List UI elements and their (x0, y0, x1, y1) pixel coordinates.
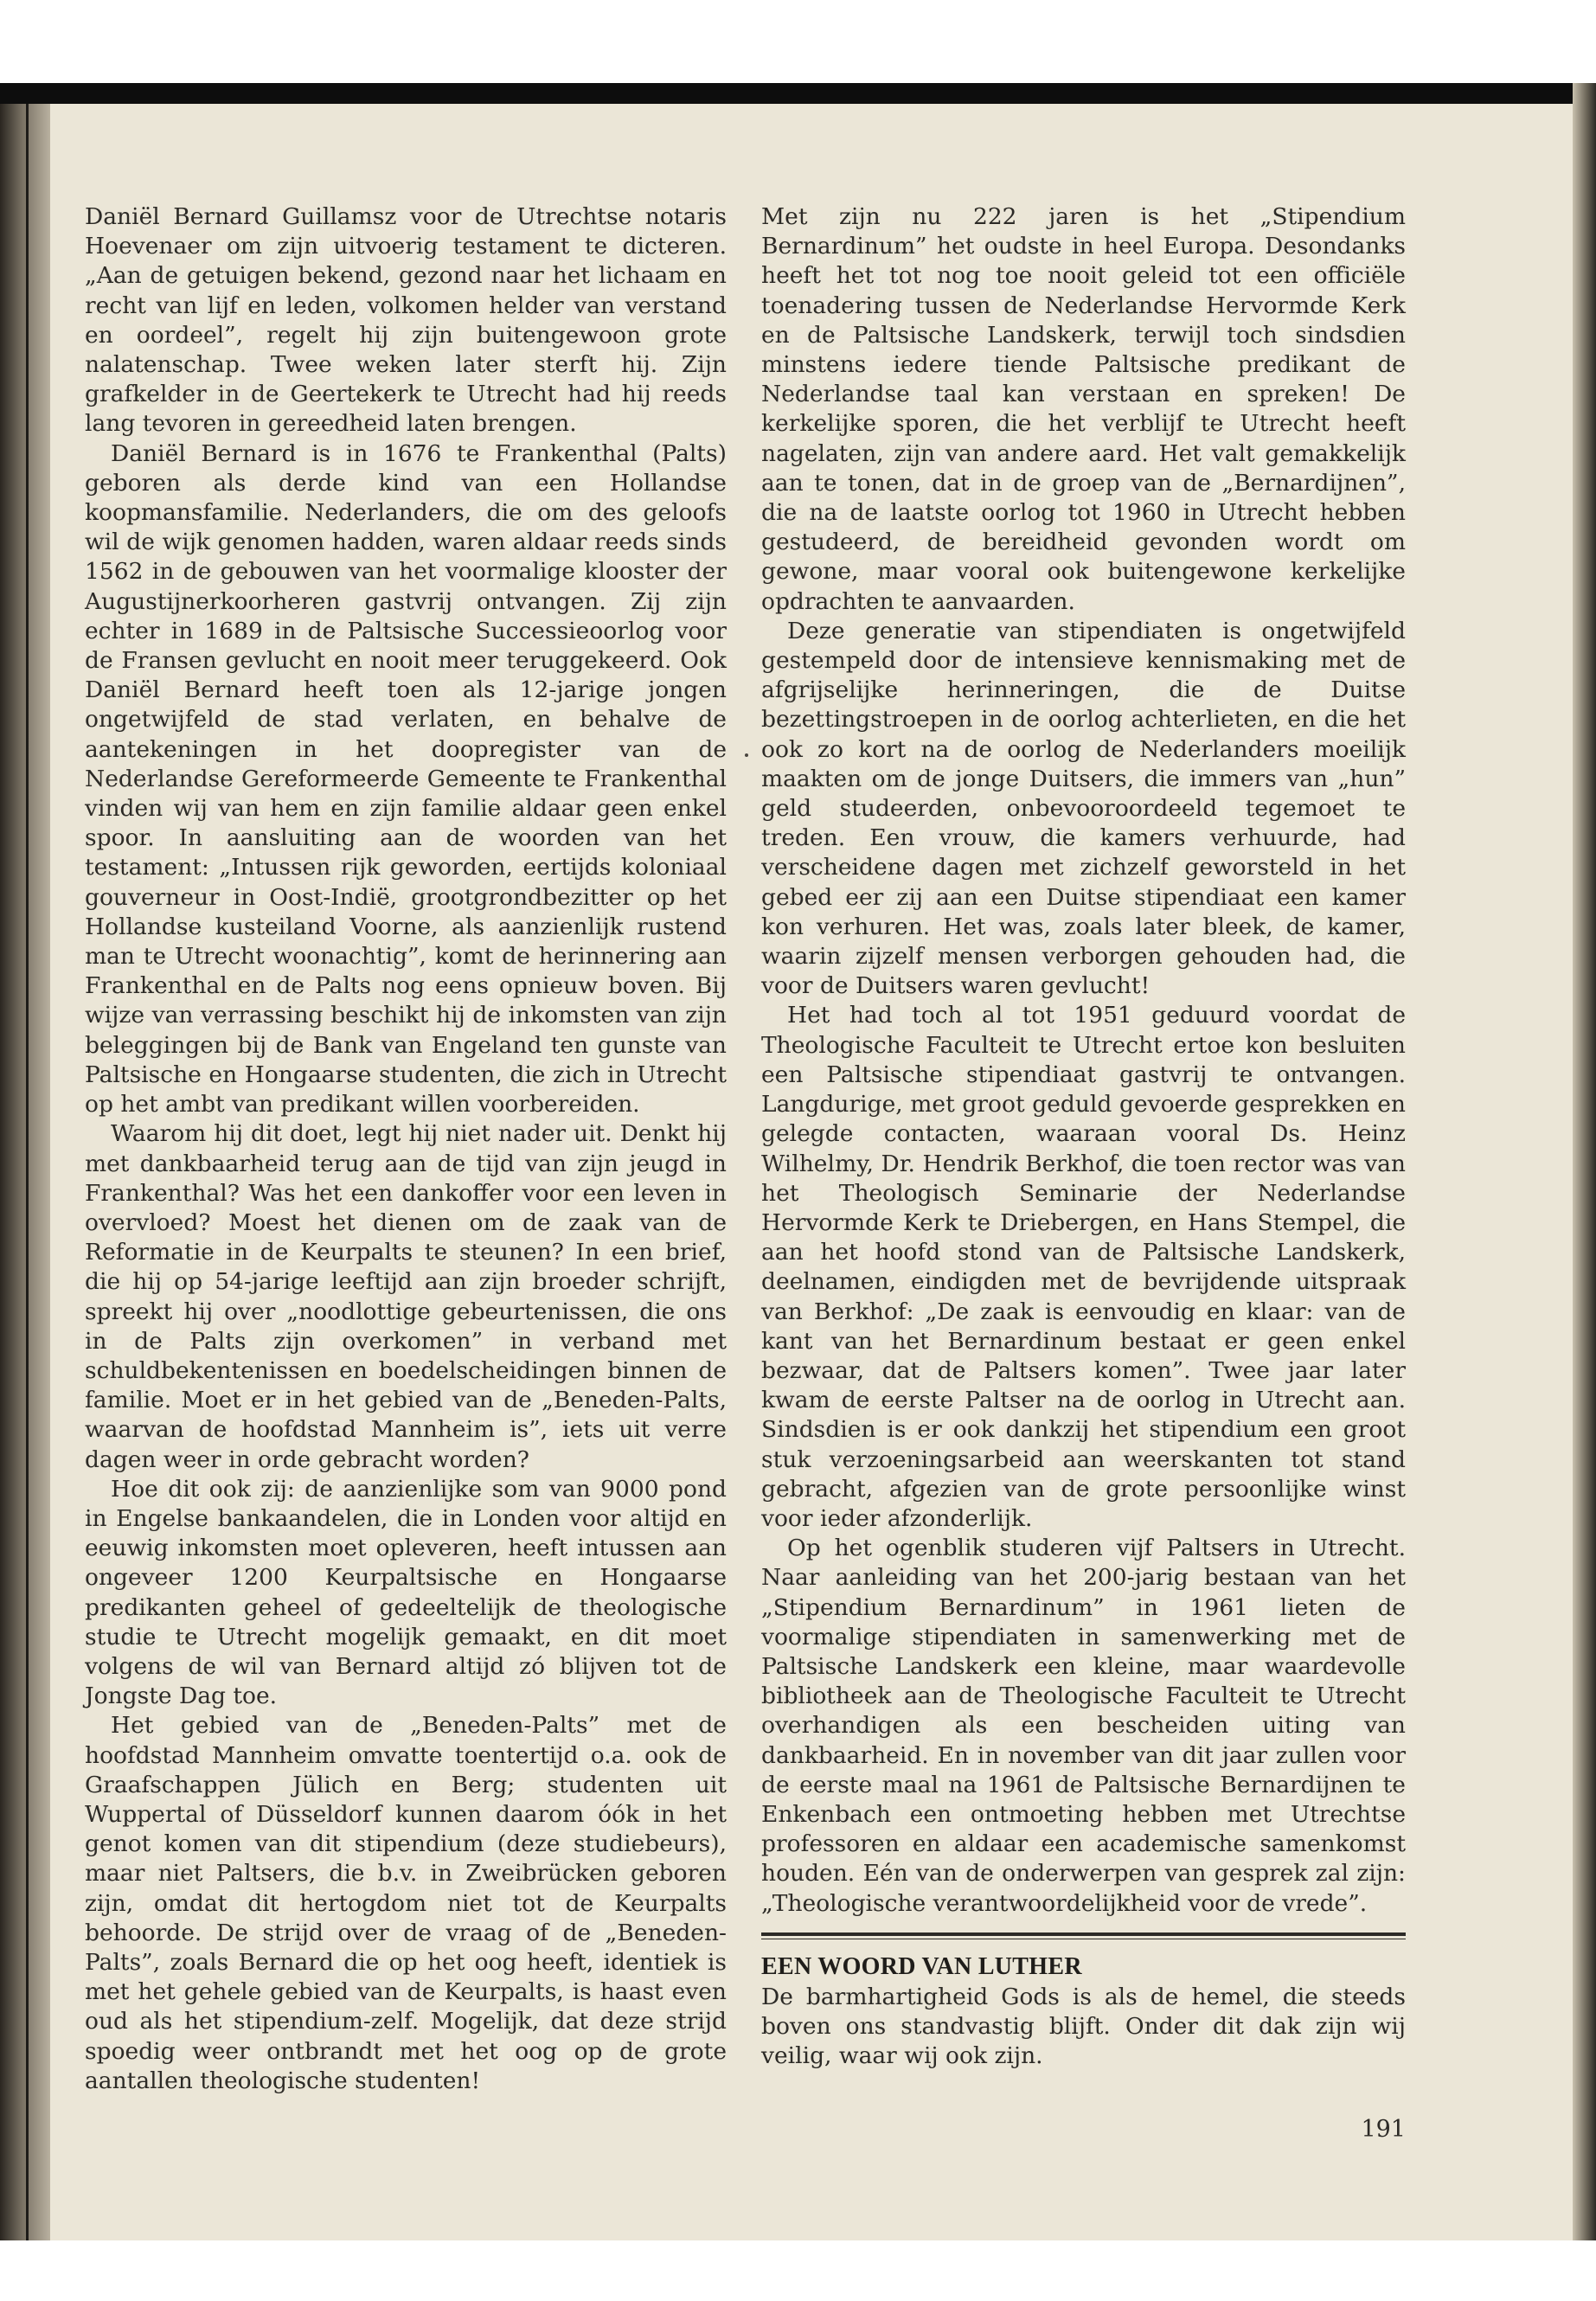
left-paragraph-1: Daniël Bernard Guillamsz voor de Utrechtse notaris Hoevenaer om zijn uitvoerig testament te dicteren. „Aan de getuigen bekend, gezond naar het lichaam en recht van lijf en leden, volkomen helder van verstand en oordeel”, regelt hij zijn buitengewoon grote nalatenschap. Twee weken later sterft hij. Zijn grafkelder in de Geertekerk te Utrecht had hij reeds lang tevoren in gereedheid laten brengen. (85, 203, 727, 438)
gutter-dot (745, 753, 748, 757)
left-paragraph-3: Waarom hij dit doet, legt hij niet nader uit. Denkt hij met dankbaarheid terug aan de tijd van zijn jeugd in Frankenthal? Was het een dankoffer voor een leven in overvloed? Moest het dienen om de zaak van de Reformatie in de Keurpalts te steunen? In een brief, die hij op 54-jarige leeftijd aan zijn broeder schrijft, spreekt hij over „noodlottige gebeurtenissen, die ons in de Palts zijn overkomen” in verband met schuldbekentenissen en boedelscheidingen binnen de familie. Moet er in het gebied van de „Beneden-Palts, waarvan de hoofdstad Mannheim is”, iets uit verre dagen weer in orde gebracht worden? (85, 1120, 727, 1473)
book-spine-line (26, 104, 29, 2240)
luther-box-title: EEN WOORD VAN LUTHER (761, 1952, 1082, 1980)
right-paragraph-4: Op het ogenblik studeren vijf Paltsers in Utrecht. Naar aanleiding van het 200-jarig bestaan van het „Stipendium Bernardinum” in 1961 lieten de voormalige stipendiaten in samenwerking met de Paltsische Landskerk een kleine, maar waardevolle bibliotheek aan de Theologische Faculteit te Utrecht overhandigen als een bescheiden uiting van dankbaarheid. En in november van dit jaar zullen voor de eerste maal na 1961 de Paltsische Bernardijnen te Enkenbach een ontmoeting hebben met Utrechtse professoren en aldaar een academische samenkomst houden. Eén van de onderwerpen van gesprek zal zijn: „Theologische verantwoordelijkheid voor de vrede”. (761, 1535, 1406, 1917)
luther-box-text: De barmhartigheid Gods is als de hemel, die steeds boven ons standvastig blijft. Onder dit dak zijn wij veilig, waar wij ook zijn. (761, 1983, 1406, 2070)
right-paragraph-1: Met zijn nu 222 jaren is het „Stipendium Bernardinum” het oudste in heel Europa. Desondanks heeft het tot nog toe nooit geleid tot een officiële toenadering tussen de Nederlandse Hervormde Kerk en de Paltsische Landskerk, terwijl toch sindsdien minstens iedere tiende Paltsische predikant de Nederlandse taal kan verstaan en spreken! De kerkelijke sporen, die het verblijf te Utrecht heeft nagelaten, zijn van andere aard. Het valt gemakkelijk aan te tonen, dat in de groep van de „Bernardijnen”, die na de laatste oorlog tot 1960 in Utrecht hebben gestudeerd, de bereidheid gevonden wordt om gewone, maar vooral ook buitengewone kerkelijke opdrachten te aanvaarden. (761, 203, 1406, 615)
left-paragraph-5: Het gebied van de „Beneden-Palts” met de hoofdstad Mannheim omvatte toentertijd o.a. ook de Graafschappen Jülich en Berg; studenten uit Wuppertal of Düsseldorf kunnen daarom óók in het genot komen van dit stipendium (deze studiebeurs), maar niet Paltsers, die b.v. in Zweibrücken geboren zijn, omdat dit hertogdom niet tot de Keurpalts behoorde. De strijd over de vraag of de „Beneden-Palts”, zoals Bernard die op het oog heeft, identiek is met het gehele gebied van de Keurpalts, is haast even oud als het stipendium-zelf. Mogelijk, dat deze strijd spoedig weer ontbrandt met het oog op de grote aantallen theologische studenten! (85, 1712, 727, 2094)
scan-bottom-margin (0, 2240, 1596, 2301)
left-paragraph-2: Daniël Bernard is in 1676 te Frankenthal (Palts) geboren als derde kind van een Hollandse koopmansfamilie. Nederlanders, die om des geloofs wil de wijk genomen hadden, waren aldaar reeds sinds 1562 in de gebouwen van het voormalige klooster der Augustijnerkoorheren gastvrij ontvangen. Zij zijn echter in 1689 in de Paltsische Successieoorlog voor de Fransen gevlucht en nooit meer teruggekeerd. Ook Daniël Bernard heeft toen als 12-jarige jongen ongetwijfeld de stad verlaten, en behalve de aantekeningen in het doopregister van de Nederlandse Gereformeerde Gemeente te Frankenthal vinden wij van hem en zijn familie aldaar geen enkel spoor. In aansluiting aan de woorden van het testament: „Intussen rijk geworden, eertijds koloniaal gouverneur in Oost-Indië, grootgrondbezitter op het Hollandse kusteiland Voorne, als aanzienlijk rustend man te Utrecht woonachtig”, komt de herinnering aan Frankenthal en de Palts nog eens opnieuw boven. Bij wijze van verrassing beschikt hij de inkomsten van zijn beleggingen bij de Bank van Engeland ten gunste van Paltsische en Hongaarse studenten, die zich in Utrecht op het ambt van predikant willen voorbereiden. (85, 439, 727, 1118)
page-right-edge (1573, 83, 1596, 2240)
left-paragraph-4: Hoe dit ook zij: de aanzienlijke som van 9000 pond in Engelse bankaandelen, die in Londen voor altijd en eeuwig inkomsten moet opleveren, heeft intussen aan ongeveer 1200 Keurpaltsische en Hongaarse predikanten geheel of gedeeltelijk de theologische studie te Utrecht mogelijk gemaakt, en dit moet volgens de wil van Bernard altijd zó blijven tot de Jongste Dag toe. (85, 1475, 727, 1710)
box-rule-thick (761, 1932, 1406, 1936)
right-column (761, 202, 1406, 2071)
right-paragraph-3: Het had toch al tot 1951 geduurd voordat de Theologische Faculteit te Utrecht ertoe kon besluiten een Paltsische stipendiaat gastvrij te ontvangen. Langdurige, met groot geduld gevoerde gesprekken en gelegde contacten, waaraan vooral Ds. Heinz Wilhelmy, Dr. Hendrik Berkhof, die toen rector was van het Theologisch Seminarie der Nederlandse Hervormde Kerk te Driebergen, en Hans Stempel, die aan het hoofd stond van de Paltsische Landskerk, deelnamen, eindigden met de bevrijdende uitspraak van Berkhof: „De zaak is eenvoudig en klaar: van de kant van het Bernardinum bestaat er geen enkel bezwaar, dat de Paltsers komen”. Twee jaar later kwam de eerste Paltser na de oorlog in Utrecht aan. Sindsdien is er ook dankzij het stipendium een groot stuk verzoeningsarbeid aan weerskanten tot stand gebracht, afgezien van de grote persoonlijke winst voor ieder afzonderlijk. (761, 1002, 1406, 1532)
book-spine-shadow (0, 104, 50, 2240)
right-paragraph-2: Deze generatie van stipendiaten is ongetwijfeld gestempeld door de intensieve kennismaking met de afgrijselijke herinneringen, die de Duitse bezettingstroepen in de oorlog achterlieten, en die het ook zo kort na de oorlog de Nederlanders moeilijk maakten om de jonge Duitsers, die immers van „hun” geld studeerden, onbevooroordeeld tegemoet te treden. Een vrouw, die kamers verhuurde, had verscheidene dagen met zichzelf geworsteld in het gebed eer zij aan een Duitse stipendiaat een kamer kon verhuren. Het was, zoals later bleek, de kamer, waarin zijzelf mensen verborgen gehouden had, die voor de Duitsers waren gevlucht! (761, 617, 1406, 1000)
page-number: 191 (1361, 2116, 1406, 2143)
scan-top-border (0, 83, 1596, 104)
left-column (85, 202, 727, 2096)
